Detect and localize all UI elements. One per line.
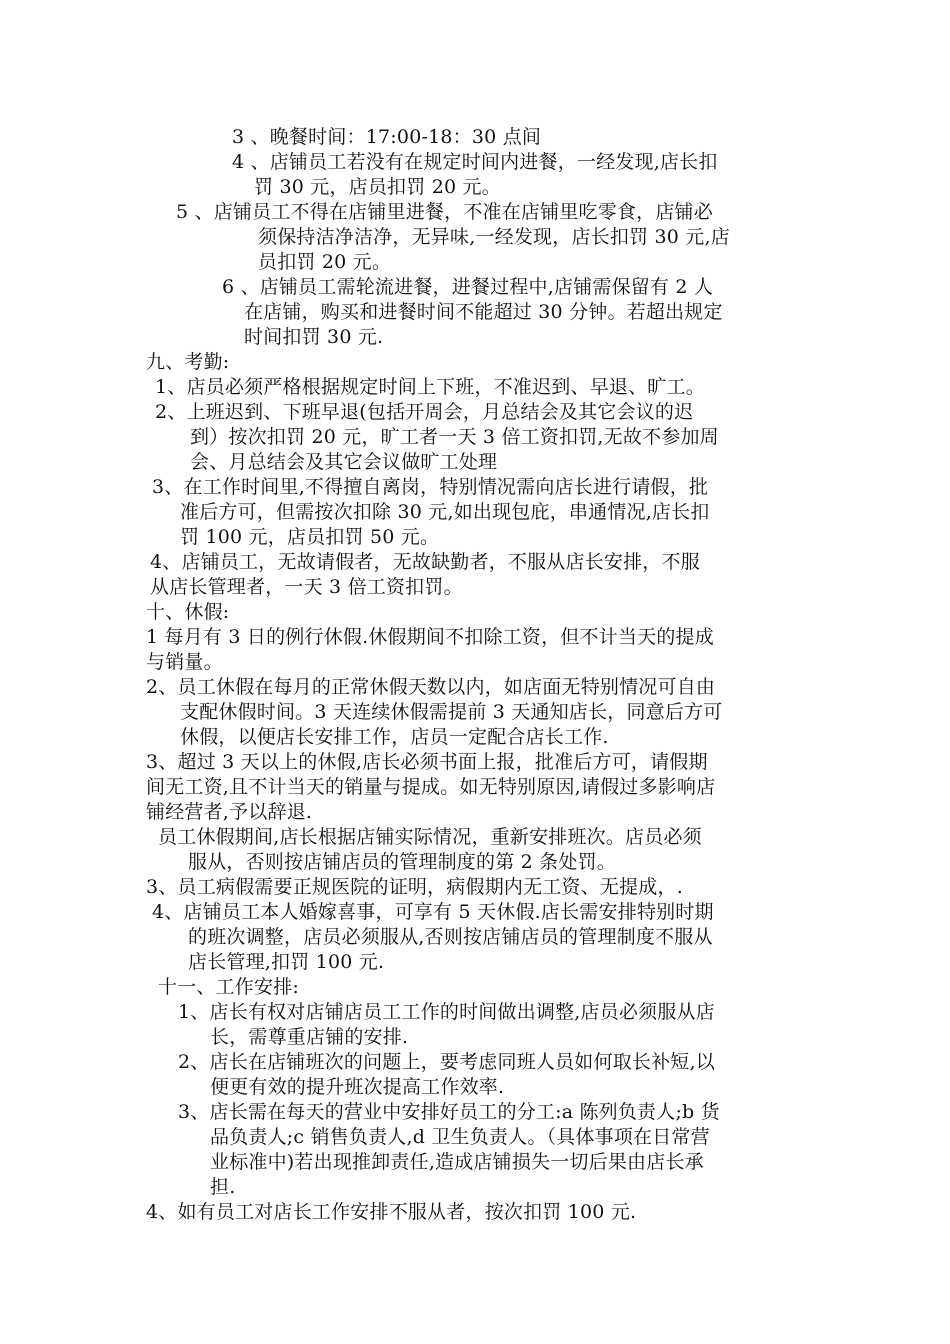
text-line: 时间扣罚 30 元. — [244, 326, 384, 348]
text-line: 3、店长需在每天的营业中安排好员工的分工:a 陈列负责人;b 货 — [178, 1101, 720, 1123]
text-line: 店长管理,扣罚 100 元. — [188, 951, 385, 973]
text-line: 支配休假时间。3 天连续休假需提前 3 天通知店长，同意后方可 — [180, 701, 723, 723]
text-line: 3 、晚餐时间：17:00-18：30 点间 — [232, 126, 542, 148]
text-line: 3、员工病假需要正规医院的证明，病假期内无工资、无提成，. — [146, 876, 683, 898]
text-line: 1、店长有权对店铺店员工工作的时间做出调整,店员必须服从店 — [178, 1001, 715, 1023]
text-line: 员扣罚 20 元。 — [258, 251, 392, 273]
text-line: 4、如有员工对店长工作安排不服从者，按次扣罚 100 元. — [146, 1201, 637, 1223]
text-line: 4 、店铺员工若没有在规定时间内进餐，一经发现,店长扣 — [232, 151, 718, 173]
text-line: 到）按次扣罚 20 元，旷工者一天 3 倍工资扣罚,无故不参加周 — [190, 426, 719, 448]
text-line: 2、店长在店铺班次的问题上，要考虑同班人员如何取长补短,以 — [178, 1051, 715, 1073]
text-line: 罚 30 元，店员扣罚 20 元。 — [254, 176, 501, 198]
text-line: 便更有效的提升班次提高工作效率. — [210, 1076, 505, 1098]
text-line: 准后方可，但需按次扣除 30 元,如出现包庇，串通情况,店长扣 — [180, 501, 710, 523]
section-heading-attendance: 九、考勤: — [146, 351, 230, 373]
text-line: 罚 100 元，店员扣罚 50 元。 — [180, 526, 440, 548]
text-line: 与销量。 — [146, 651, 223, 673]
text-line: 业标准中)若出现推卸责任,造成店铺损失一切后果由店长承 — [210, 1151, 704, 1173]
section-heading-work-arrangement: 十一、工作安排: — [158, 976, 300, 998]
text-line: 休假，以便店长安排工作，店员一定配合店长工作. — [180, 726, 609, 748]
text-line: 铺经营者,予以辞退. — [146, 801, 313, 823]
text-line: 4、店铺员工本人婚嫁喜事，可享有 5 天休假.店长需安排特别时期 — [152, 901, 714, 923]
text-line: 3、超过 3 天以上的休假,店长必须书面上报，批准后方可，请假期 — [146, 751, 708, 773]
text-line: 员工休假期间,店长根据店铺实际情况，重新安排班次。店员必须 — [158, 826, 702, 848]
text-line: 2、上班迟到、下班早退(包括开周会，月总结会及其它会议的迟 — [155, 401, 694, 423]
text-line: 5 、店铺员工不得在店铺里进餐，不准在店铺里吃零食，店铺必 — [176, 201, 713, 223]
text-line: 间无工资,且不计当天的销量与提成。如无特别原因,请假过多影响店 — [146, 776, 716, 798]
text-line: 1、店员必须严格根据规定时间上下班，不准迟到、早退、旷工。 — [155, 376, 705, 398]
text-line: 1 每月有 3 日的例行休假.休假期间不扣除工资，但不计当天的提成 — [146, 626, 714, 648]
text-line: 品负责人;c 销售负责人,d 卫生负责人。（具体事项在日常营 — [210, 1126, 710, 1148]
text-line: 担. — [210, 1176, 236, 1198]
text-line: 会、月总结会及其它会议做旷工处理 — [190, 451, 498, 473]
text-line: 从店长管理者，一天 3 倍工资扣罚。 — [150, 576, 463, 598]
text-line: 在店铺，购买和进餐时间不能超过 30 分钟。若超出规定 — [244, 301, 723, 323]
text-line: 4、店铺员工，无故请假者，无故缺勤者，不服从店长安排，不服 — [150, 551, 700, 573]
text-line: 须保持洁净洁净，无异味,一经发现，店长扣罚 30 元,店 — [258, 226, 730, 248]
text-line: 服从，否则按店铺店员的管理制度的第 2 条处罚。 — [188, 851, 616, 873]
text-line: 2、员工休假在每月的正常休假天数以内，如店面无特别情况可自由 — [146, 676, 716, 698]
text-line: 长，需尊重店铺的安排. — [210, 1026, 409, 1048]
text-line: 6 、店铺员工需轮流进餐，进餐过程中,店铺需保留有 2 人 — [222, 276, 714, 298]
text-line: 3、在工作时间里,不得擅自离岗，特别情况需向店长进行请假，批 — [152, 476, 709, 498]
text-line: 的班次调整，店员必须服从,否则按店铺店员的管理制度不服从 — [188, 926, 713, 948]
section-heading-leave: 十、休假: — [146, 601, 230, 623]
